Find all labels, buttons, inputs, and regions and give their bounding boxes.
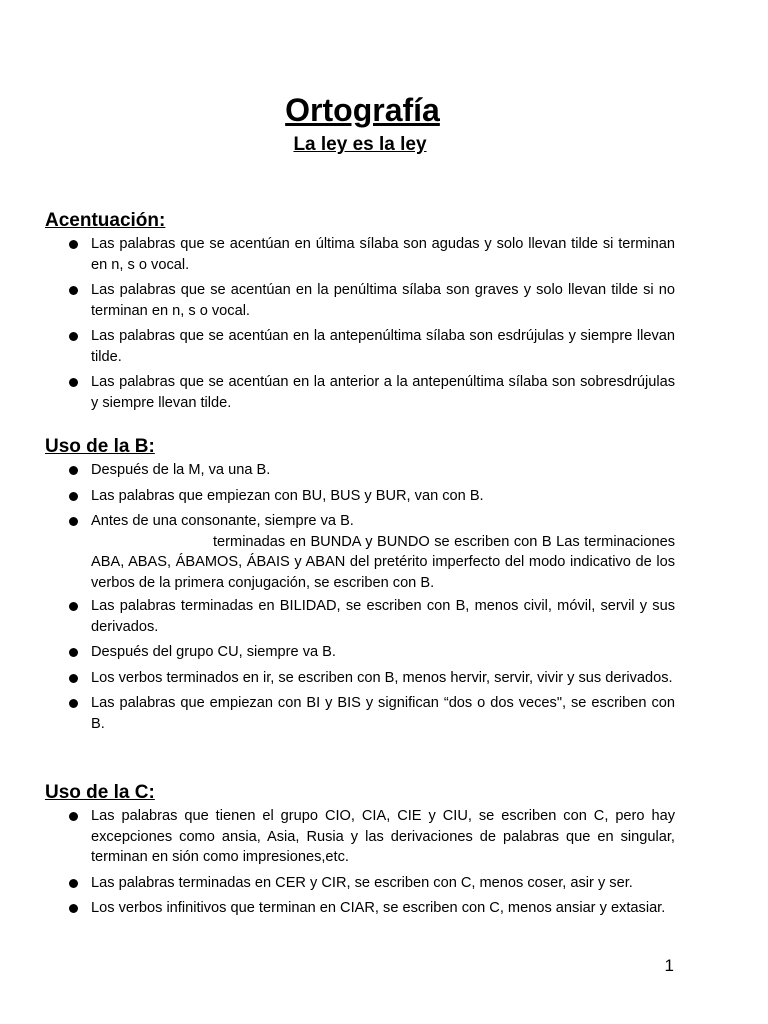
list-item-text: Las palabras que se acentúan en última sílaba son agudas y solo llevan tilde si terminan en n, s o vocal. (91, 236, 675, 273)
section-uso-c (45, 781, 675, 924)
list-item-text: Las palabras que empiezan con BI y BIS y significan “dos o dos veces", se escriben con B. (91, 695, 675, 732)
list-item (45, 806, 675, 868)
section-heading: Uso de la B: (45, 436, 155, 457)
list-item (45, 486, 675, 507)
list-item (45, 280, 675, 321)
bullet-icon (69, 466, 78, 475)
list-item (45, 898, 675, 919)
bullet-icon (69, 812, 78, 821)
section-uso-b (45, 435, 675, 739)
bullet-icon (69, 240, 78, 249)
section-heading: Uso de la C: (45, 782, 155, 803)
bullet-icon (69, 378, 78, 387)
bullet-icon (69, 904, 78, 913)
document-title: Ortografía (285, 92, 440, 128)
section-heading: Acentuación: (45, 210, 166, 231)
list-item-text: Las palabras que se acentúan en la penúltima sílaba son graves y solo llevan tilde si no terminan en n, s o vocal. (91, 282, 675, 319)
list-item (45, 693, 675, 734)
list-item (45, 642, 675, 663)
list-item-text: Las palabras que se acentúan en la anterior a la antepenúltima sílaba son sobresdrújulas y siempre llevan tilde. (91, 374, 675, 411)
list-item (45, 511, 675, 532)
list-item (45, 460, 675, 481)
list-item-text: Las palabras que tienen el grupo CIO, CIA, CIE y CIU, se escriben con C, pero hay excepciones como ansia, Asia, Rusia y las derivaciones de palabras que en singular, terminan en sión como impresiones,etc. (91, 808, 675, 865)
list-item (45, 326, 675, 367)
list-item (45, 596, 675, 637)
list-item-text: Después del grupo CU, siempre va B. (91, 644, 336, 660)
bullet-list (45, 460, 675, 734)
list-item-text: Las palabras que empiezan con BU, BUS y BUR, van con B. (91, 487, 484, 504)
bullet-list (45, 234, 675, 413)
bullet-icon (69, 517, 78, 526)
bullet-icon (69, 879, 78, 888)
document-subtitle: La ley es la ley (293, 134, 427, 155)
bullet-list (45, 806, 675, 919)
bullet-icon (69, 602, 78, 611)
bullet-icon (69, 332, 78, 341)
list-item-text: Las palabras terminadas en BILIDAD, se escriben con B, menos civil, móvil, servil y sus derivados. (91, 598, 675, 635)
list-item-text: Los verbos infinitivos que terminan en CIAR, se escriben con C, menos ansiar y extasiar. (91, 900, 666, 916)
bullet-icon (69, 492, 78, 501)
list-item (45, 873, 675, 894)
list-item-text: terminadas en BUNDA y BUNDO se escriben con B Las terminaciones ABA, ABAS, ÁBAMOS, ÁBAIS y ABAN del pretérito imperfecto del modo indicativo de los verbos de la primera conjugación, se escriben con B. (91, 533, 675, 591)
list-item-text: Antes de una consonante, siempre va B. (91, 513, 354, 529)
list-item-text: Después de la M, va una B. (91, 462, 271, 478)
list-item (45, 668, 675, 689)
page-number: 1 (664, 956, 674, 975)
list-item (45, 372, 675, 413)
bullet-icon (69, 286, 78, 295)
list-item (45, 532, 675, 594)
list-item-text: Los verbos terminados en ir, se escriben con B, menos hervir, servir, vivir y sus derivados. (91, 669, 673, 686)
list-item-text: Las palabras terminadas en CER y CIR, se escriben con C, menos coser, asir y ser. (91, 874, 633, 891)
section-acentuacion (45, 209, 675, 418)
bullet-icon (69, 699, 78, 708)
list-item (45, 234, 675, 275)
bullet-icon (69, 674, 78, 683)
bullet-icon (69, 648, 78, 657)
list-item-text: Las palabras que se acentúan en la antepenúltima sílaba son esdrújulas y siempre llevan tilde. (91, 328, 675, 365)
